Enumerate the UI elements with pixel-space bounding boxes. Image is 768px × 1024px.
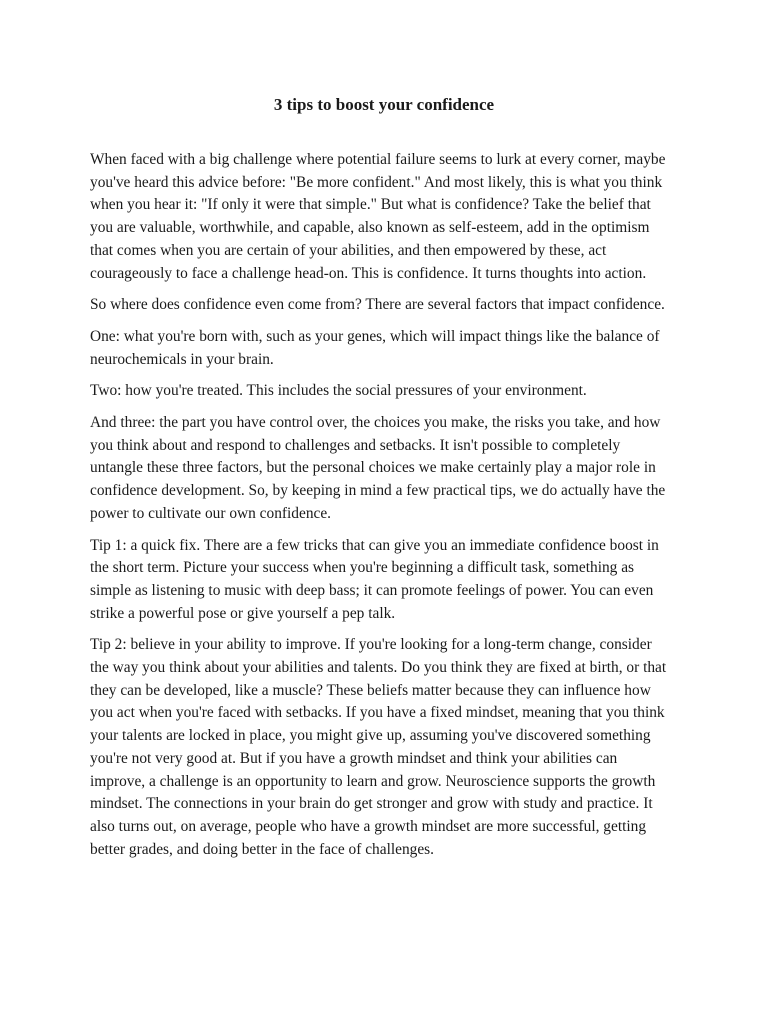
document-page <box>90 0 670 1024</box>
paragraph-intro: When faced with a big challenge where potential failure seems to lurk at every corner, maybe you've heard this advice before: "Be more confident." And most likely, this is what you think when you hear it: "If only it were that simple." But what is confidence? Take the belief that you are valuable, worthwhile, and capable, also known as self-esteem, add in the optimism that comes when you are certain of your abilities, and then empowered by these, act courageously to face a challenge head-on. This is confidence. It turns thoughts into action. <box>90 151 666 282</box>
document-title: 3 tips to boost your confidence <box>273 95 495 114</box>
document-body <box>90 149 670 870</box>
paragraph-factors: So where does confidence even come from? There are several factors that impact confidence. <box>90 296 665 314</box>
paragraph-factor-one: One: what you're born with, such as your genes, which will impact things like the balance of neurochemicals in your brain. <box>90 327 660 368</box>
paragraph-tip-two: Tip 2: believe in your ability to improve. If you're looking for a long-term change, consider the way you think about your abilities and talents. Do you think they are fixed at birth, or that they can be developed, like a muscle? These beliefs matter because they can influence how you act when you're faced with setbacks. If you have a fixed mindset, meaning that you think your talents are locked in place, you might give up, assuming you've discovered something you're not very good at. But if you have a growth mindset and think your abilities can improve, a challenge is an opportunity to learn and grow. Neuroscience supports the growth mindset. The connections in your brain do get stronger and grow with study and practice. It also turns out, on average, people who have a growth mindset are more successful, getting better grades, and doing better in the face of challenges. <box>90 636 667 858</box>
paragraph-factor-two: Two: how you're treated. This includes the social pressures of your environment. <box>90 382 587 400</box>
paragraph-factor-three: And three: the part you have control over, the choices you make, the risks you take, and how you think about and respond to challenges and setbacks. It isn't possible to completely untangle these three factors, but the personal choices we make certainly play a major role in confidence development. So, by keeping in mind a few practical tips, we do actually have the power to cultivate our own confidence. <box>90 414 666 522</box>
paragraph-tip-one: Tip 1: a quick fix. There are a few tricks that can give you an immediate confidence boost in the short term. Picture your success when you're beginning a difficult task, something as simple as listening to music with deep bass; it can promote feelings of power. You can even strike a powerful pose or give yourself a pep talk. <box>90 536 659 622</box>
